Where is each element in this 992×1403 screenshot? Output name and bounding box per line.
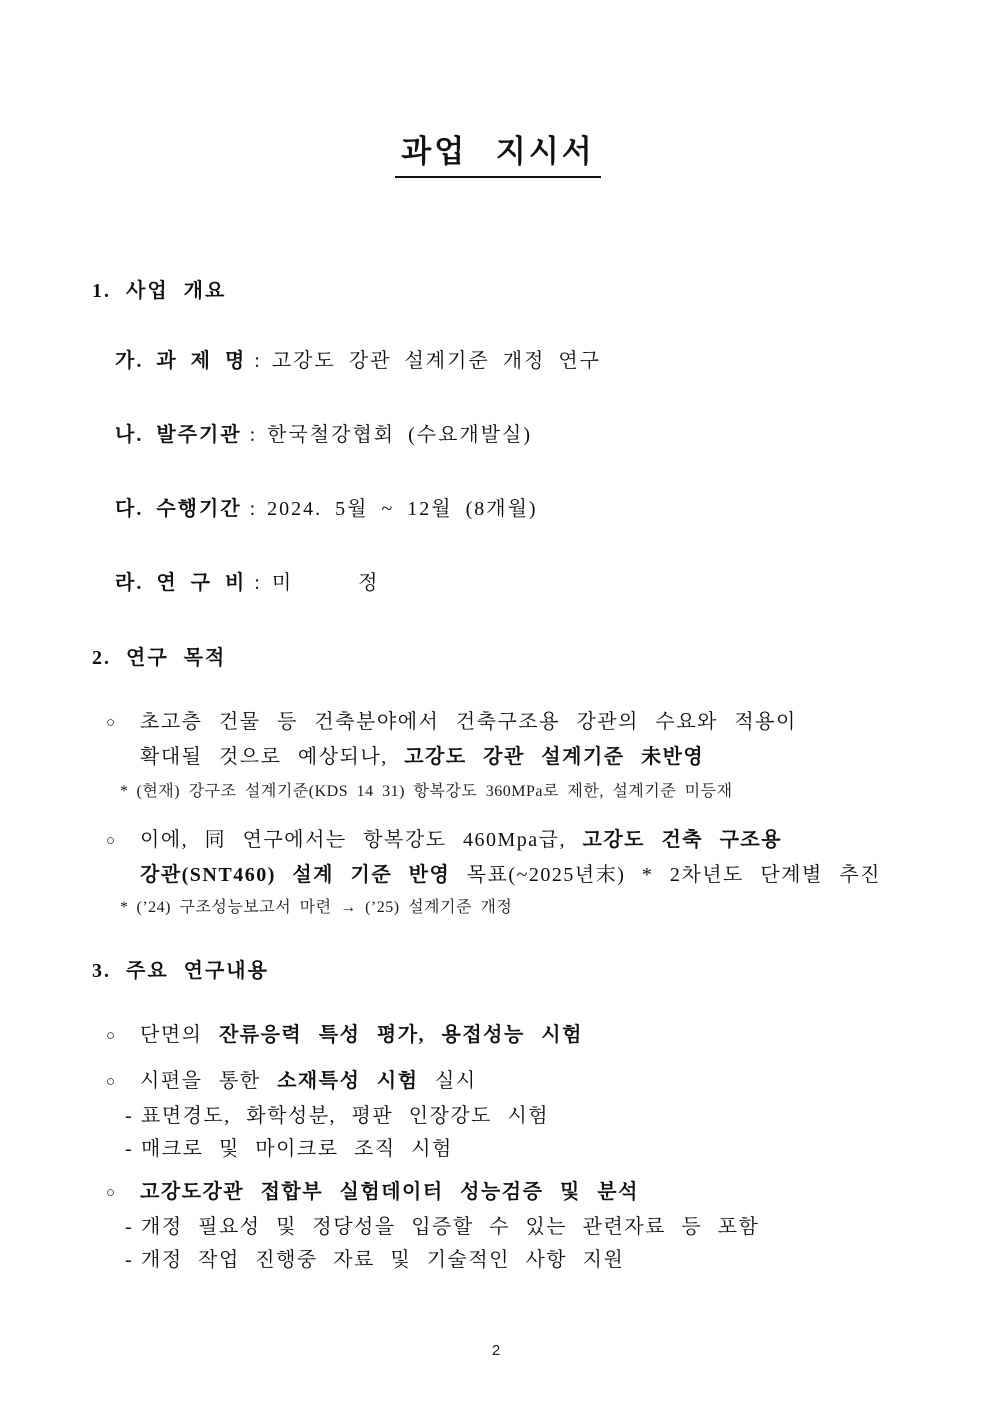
section-3-heading: 3. 주요 연구내용: [92, 960, 269, 982]
text-run: 단면의: [140, 1024, 219, 1046]
purpose-bullet-1-text: [140, 705, 904, 775]
colon-separator: :: [254, 350, 262, 372]
project-name-label: 가. 과 제 명: [115, 350, 247, 372]
row-project-name: [115, 348, 904, 375]
dash-text: 매크로 및 마이크로 조직 시험: [141, 1138, 453, 1160]
content-bullet-3: [106, 1175, 904, 1211]
page-title: 과업 지시서: [395, 126, 600, 178]
dash-bullet-icon: -: [125, 1249, 134, 1271]
asterisk-icon: *: [120, 899, 129, 916]
dash-bullet-icon: -: [125, 1216, 134, 1238]
project-name-value: 고강도 강관 설계기준 개정 연구: [271, 350, 602, 372]
note-text: (현재) 강구조 설계기준(KDS 14 31) 항복강도 360MPa로 제한, 설계기준 미등재: [136, 783, 733, 800]
section-2-heading: 2. 연구 목적: [92, 647, 227, 669]
ordering-org-label: 나. 발주기관: [115, 424, 242, 446]
content-bullet-2-text: [140, 1064, 904, 1100]
circle-bullet-icon: ○: [106, 1185, 117, 1201]
text-run: 목표(~2025년末) * 2차년도 단계별 추진: [450, 864, 881, 886]
text-run: 시편을 통한: [140, 1070, 278, 1092]
note-text: (’24) 구조성능보고서 마련 → (’25) 설계기준 개정: [136, 899, 513, 916]
content-dash-item: [125, 1211, 904, 1244]
purpose-bullet-2-text: [140, 823, 904, 893]
text-run-bold: 소재특성 시험: [277, 1070, 419, 1092]
content-dash-item: [125, 1133, 904, 1166]
content-bullet-2: [106, 1064, 904, 1100]
budget-value: 미 정: [271, 572, 380, 594]
dash-text: 표면경도, 화학성분, 평판 인장강도 시험: [141, 1105, 550, 1127]
title-container: [92, 126, 904, 178]
content-bullet-3-text: [140, 1175, 904, 1211]
section-1-heading: 1. 사업 개요: [92, 280, 227, 302]
dash-bullet-icon: -: [125, 1105, 134, 1127]
text-run-bold: 강관(SNT460) 설계 기준 반영: [140, 864, 451, 886]
circle-bullet-icon: ○: [106, 833, 117, 849]
purpose-bullet-2: [106, 823, 904, 893]
purpose-note-2: [120, 897, 904, 919]
colon-separator: :: [254, 572, 262, 594]
text-run-bold: 고강도 강관 설계기준 未반영: [404, 746, 705, 768]
ordering-org-value: 한국철강협회 (수요개발실): [267, 424, 533, 446]
content-bullet-1: [106, 1018, 904, 1054]
content-bullet-1-text: [140, 1018, 904, 1054]
page-number: 2: [491, 1342, 501, 1359]
text-run: 확대될 것으로 예상되나,: [140, 746, 405, 768]
text-run: 실시: [418, 1070, 477, 1092]
purpose-bullet-1: [106, 705, 904, 775]
row-ordering-org: [115, 422, 904, 449]
period-value: 2024. 5월 ~ 12월 (8개월): [267, 498, 538, 520]
circle-bullet-icon: ○: [106, 715, 117, 731]
row-period: [115, 496, 904, 523]
asterisk-icon: *: [120, 783, 129, 800]
colon-separator: :: [249, 424, 258, 446]
colon-separator: :: [249, 498, 258, 520]
dash-bullet-icon: -: [125, 1138, 134, 1160]
circle-bullet-icon: ○: [106, 1028, 117, 1044]
text-run-bold: 고강도강관 접합부 실험데이터 성능검증 및 분석: [140, 1181, 639, 1203]
dash-text: 개정 필요성 및 정당성을 입증할 수 있는 관련자료 등 포함: [141, 1216, 760, 1238]
content-dash-item: [125, 1100, 904, 1133]
content-dash-item: [125, 1244, 904, 1277]
dash-text: 개정 작업 진행중 자료 및 기술적인 사항 지원: [141, 1249, 625, 1271]
text-run-bold: 고강도 건축 구조용: [582, 829, 783, 851]
budget-label: 라. 연 구 비: [115, 572, 247, 594]
text-run-bold: 잔류응력 특성 평가, 용접성능 시험: [218, 1024, 583, 1046]
circle-bullet-icon: ○: [106, 1074, 117, 1090]
text-run: 초고층 건물 등 건축분야에서 건축구조용 강관의 수요와 적용이: [140, 711, 797, 733]
purpose-note-1: [120, 781, 904, 803]
text-run: 이에, 同 연구에서는 항복강도 460Mpa급,: [140, 829, 583, 851]
row-budget: [115, 570, 904, 597]
period-label: 다. 수행기간: [115, 498, 242, 520]
